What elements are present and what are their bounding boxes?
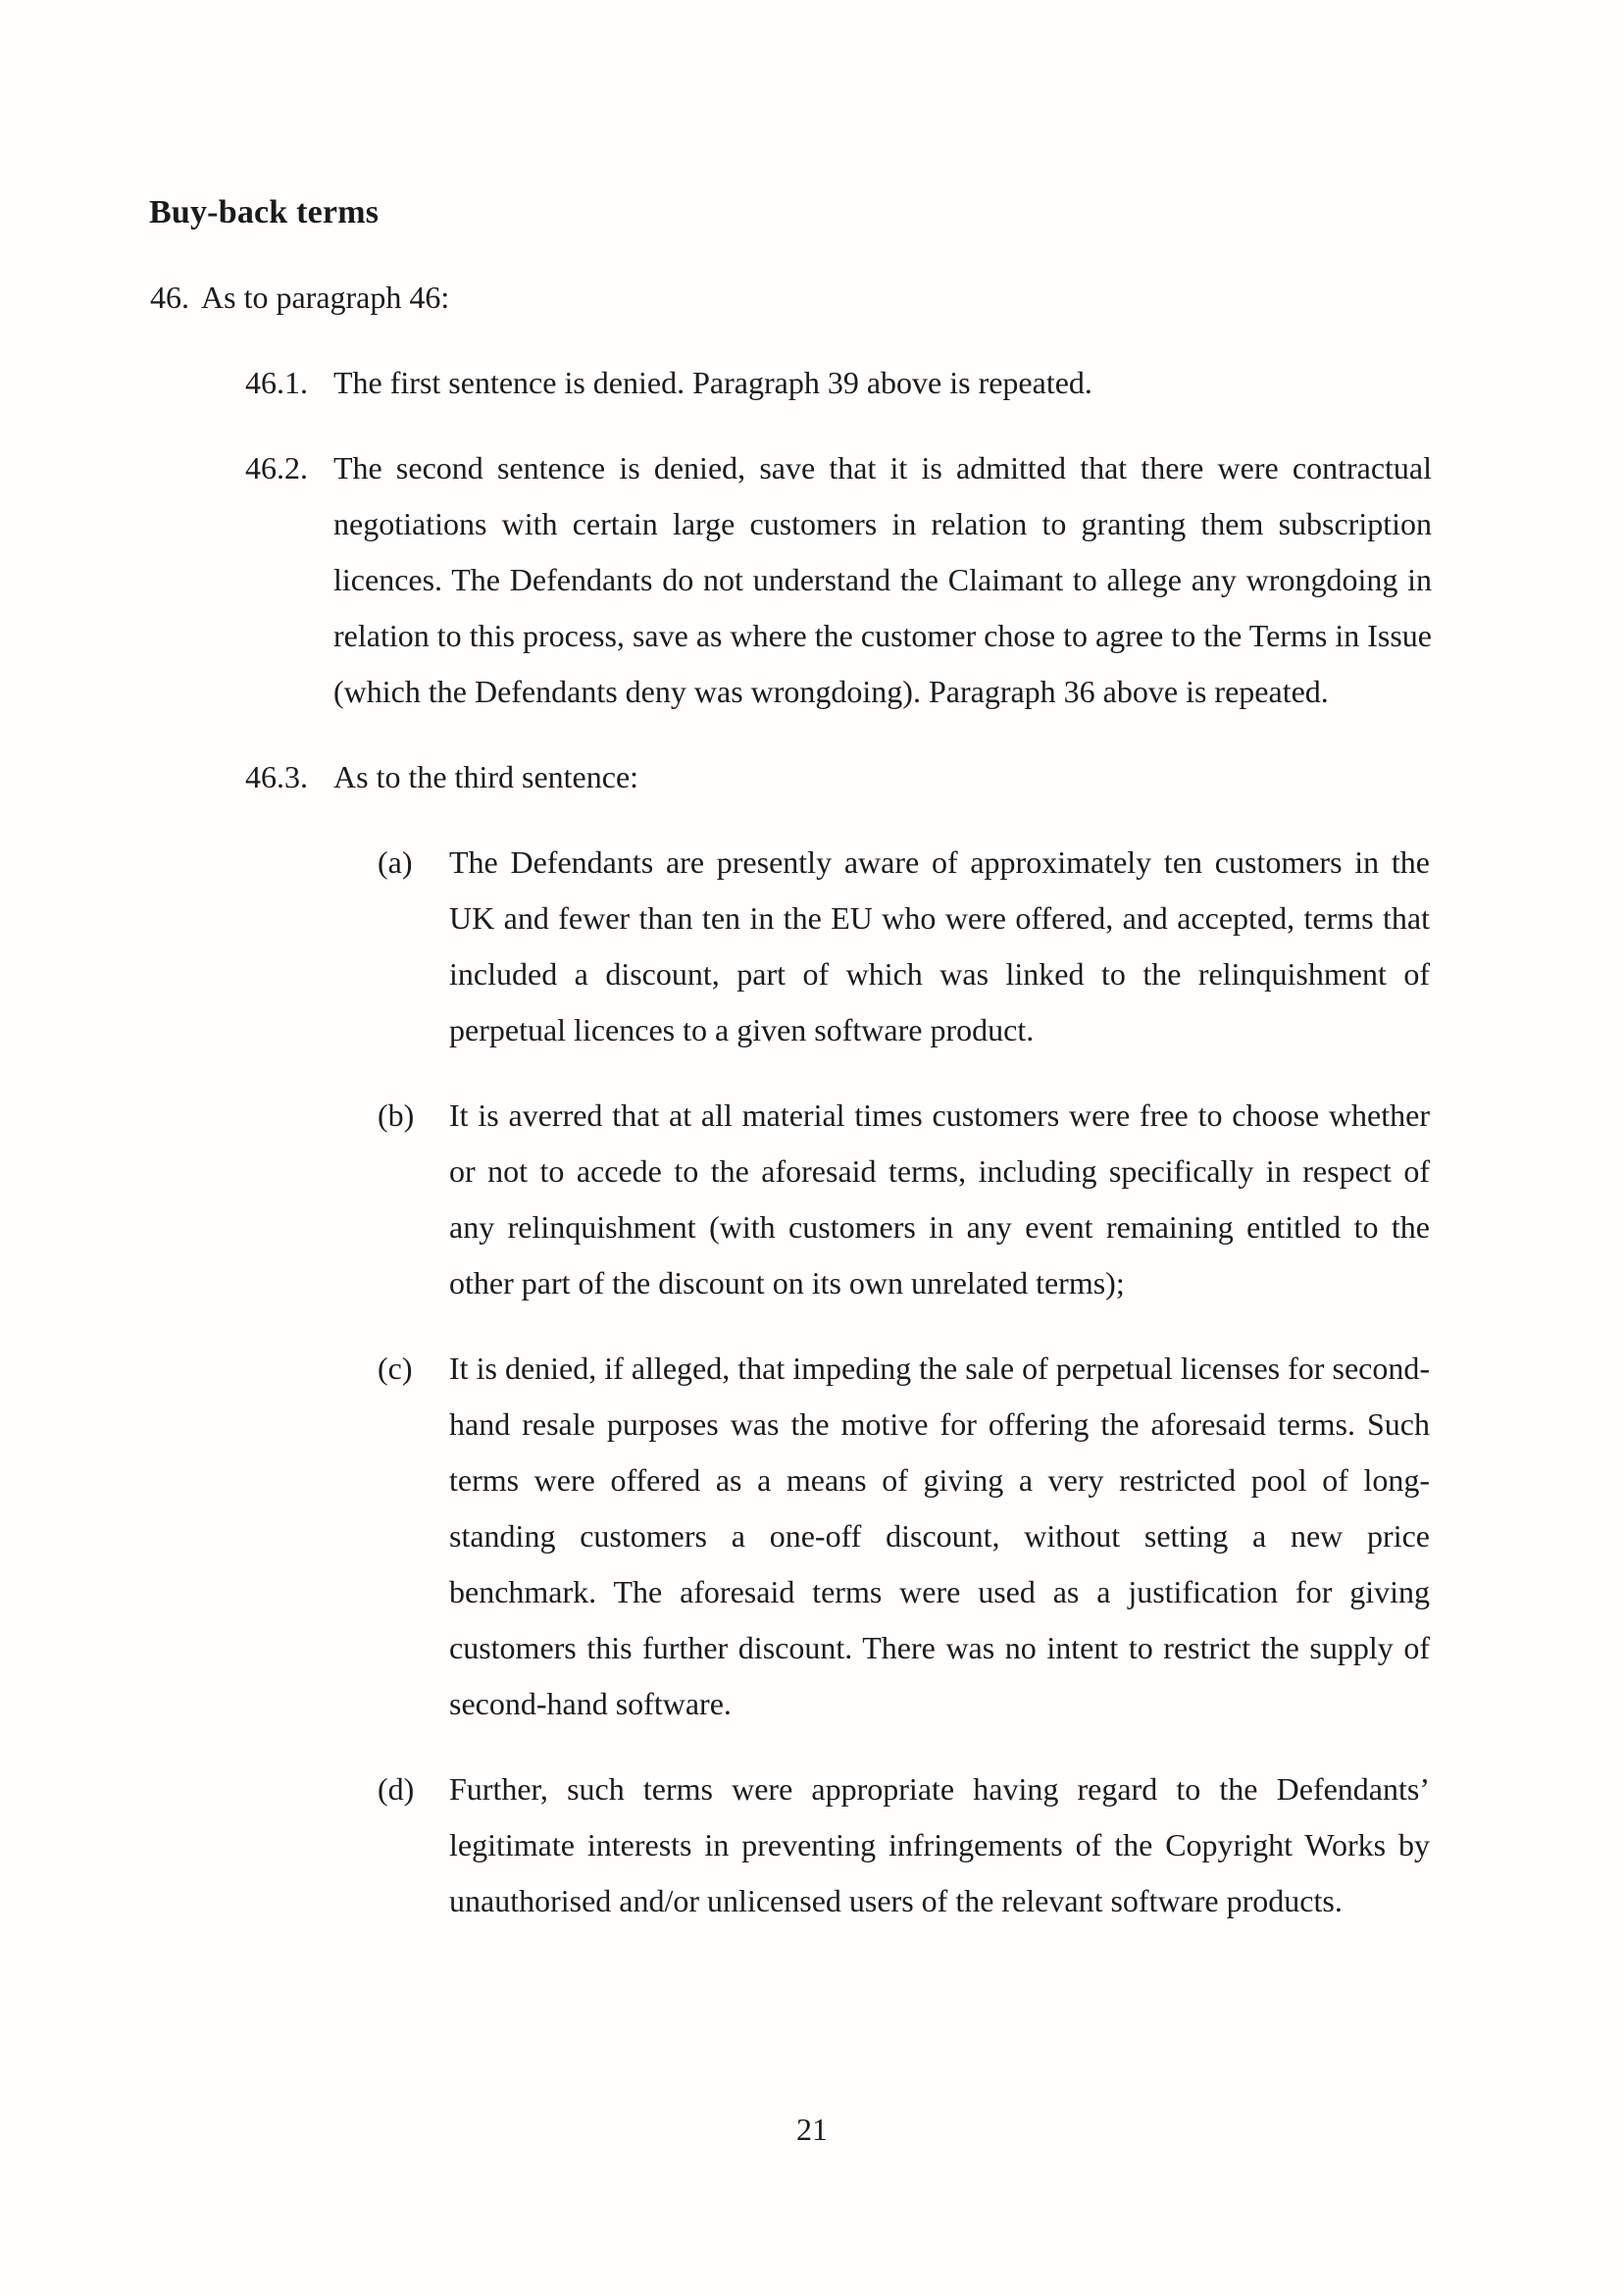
subparagraph-46-1 xyxy=(245,355,1624,411)
page-number: 21 xyxy=(796,2112,828,2147)
list-item-marker: (b) xyxy=(378,1097,415,1133)
list-item-marker: (a) xyxy=(378,844,413,880)
paragraph-46 xyxy=(150,270,1624,326)
list-item-text: Further, such terms were appropriate having regard to the Defendants’ legitimate interests in preventing infringements of the Copyright Works by unauthorised and/or unlicensed users of the relevant software products. xyxy=(449,1771,1430,1918)
list-item-d xyxy=(378,1761,1624,1929)
subparagraph-number: 46.2. xyxy=(245,450,308,485)
paragraph-text: As to paragraph 46: xyxy=(201,280,450,315)
list-item-marker: (c) xyxy=(378,1351,413,1386)
subparagraph-number: 46.1. xyxy=(245,365,308,400)
subparagraph-46-3 xyxy=(245,749,1624,805)
list-item-text: It is averred that at all material times customers were free to choose whether or not to accede to the aforesaid terms, including specifically in respect of any relinquishment (with customers in any event remaining entitled to the other part of the discount on its own unrelated terms); xyxy=(449,1097,1430,1300)
subparagraph-text: The second sentence is denied, save that it is admitted that there were contractual negotiations with certain large customers in relation to granting them subscription licences. The Defendants do not understand the Claimant to allege any wrongdoing in relation to this process, save as where the customer chose to agree to the Terms in Issue (which the Defendants deny was wrongdoing). Paragraph 36 above is repeated. xyxy=(333,450,1432,709)
subparagraph-text: As to the third sentence: xyxy=(333,759,639,794)
subparagraph-46-2 xyxy=(245,440,1624,720)
list-item-b xyxy=(378,1088,1624,1311)
list-item-marker: (d) xyxy=(378,1771,415,1807)
subparagraph-text: The first sentence is denied. Paragraph 39 above is repeated. xyxy=(333,365,1092,400)
list-item-text: It is denied, if alleged, that impeding the sale of perpetual licenses for second-hand resale purposes was the motive for offering the aforesaid terms. Such terms were offered as a means of giving a very restricted pool of long-standing customers a one-off discount, without setting a new price benchmark. The aforesaid terms were used as a justification for giving customers this further discount. There was no intent to restrict the supply of second-hand software. xyxy=(449,1351,1430,1721)
subparagraph-number: 46.3. xyxy=(245,759,308,794)
section-heading: Buy-back terms xyxy=(149,194,380,230)
list-item-text: The Defendants are presently aware of approximately ten customers in the UK and fewer than ten in the EU who were offered, and accepted, terms that included a discount, part of which was linked to the relinquishment of perpetual licences to a given software product. xyxy=(449,844,1430,1047)
list-item-a xyxy=(378,835,1624,1058)
paragraph-number: 46. xyxy=(150,280,189,315)
list-item-c xyxy=(378,1341,1624,1732)
